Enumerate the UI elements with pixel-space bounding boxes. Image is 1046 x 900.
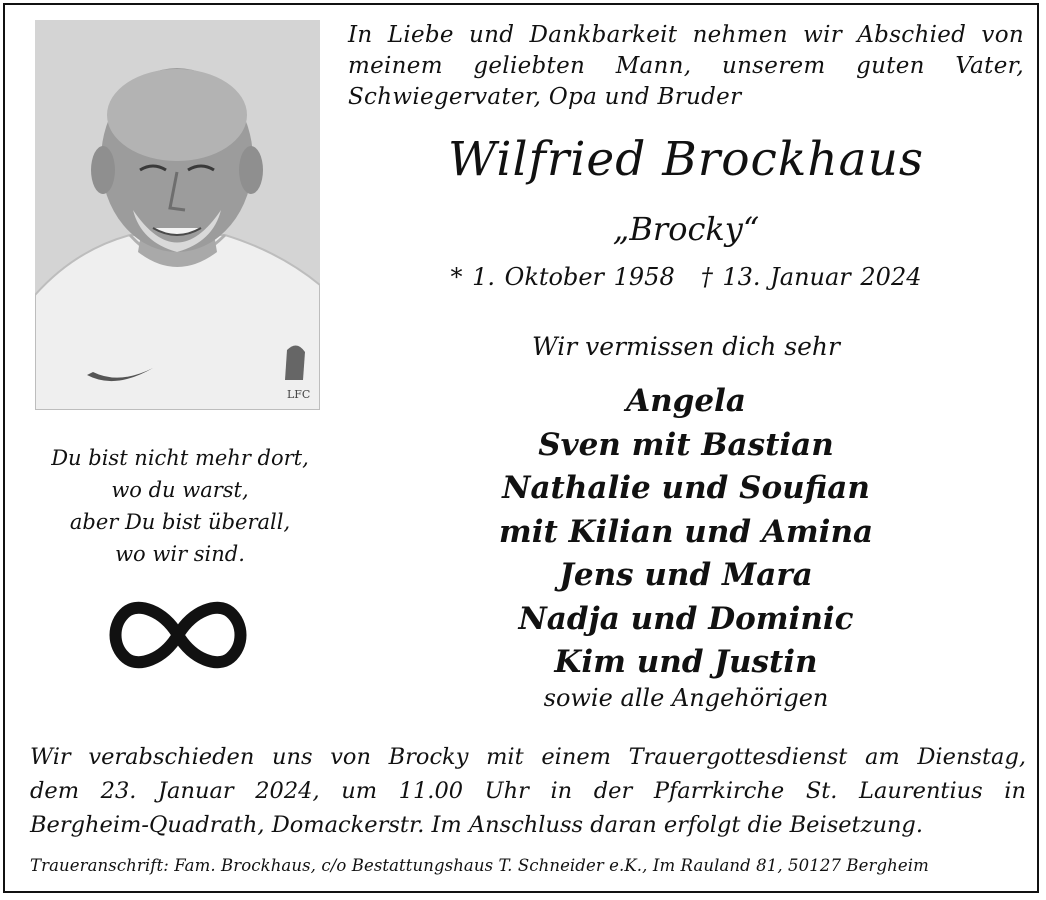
intro-line: meinem geliebten Mann, unserem guten Vater, [348, 53, 1024, 79]
service-line: dem 23. Januar 2024, um 11.00 Uhr in der Pfarrkirche St. Laurentius in [30, 778, 1026, 804]
other-relatives: sowie alle Angehörigen [543, 684, 829, 712]
birth-date: * 1. Oktober 1958 [450, 263, 675, 291]
service-line: Bergheim-Quadrath, Domackerstr. Im Anschluss daran erfolgt die Beisetzung. [30, 812, 923, 838]
family-member: Jens und Mara [559, 557, 813, 593]
portrait-illustration [35, 20, 320, 410]
intro-line: Schwiegervater, Opa und Bruder [348, 84, 742, 110]
family-member: Kim und Justin [554, 644, 818, 680]
poem-line: wo du warst, [111, 478, 249, 502]
family-member: Sven mit Bastian [538, 426, 834, 463]
service-line: Wir verabschieden uns von Brocky mit einem Trauergottesdienst am Dienstag, [30, 744, 1026, 770]
poem-line: Du bist nicht mehr dort, [51, 446, 309, 470]
photo-badge-text: LFC [287, 388, 311, 401]
family-member: Nadja und Dominic [518, 600, 854, 637]
nickname: „Brocky“ [612, 210, 760, 248]
life-dates [348, 263, 1024, 291]
deceased-name: Wilfried Brockhaus [447, 132, 925, 187]
intro-text [348, 20, 1024, 113]
infinity-icon [108, 598, 248, 672]
miss-line: Wir vermissen dich sehr [532, 332, 840, 361]
mourning-address: Traueranschrift: Fam. Brockhaus, c/o Bestattungshaus T. Schneider e.K., Im Rauland 81, 50127 Bergheim [30, 856, 929, 875]
death-date: † 13. Januar 2024 [700, 263, 922, 291]
family-member: Angela [626, 383, 746, 419]
family-list [348, 380, 1024, 685]
poem [20, 442, 340, 570]
poem-line: aber Du bist überall, [69, 510, 291, 534]
intro-line: In Liebe und Dankbarkeit nehmen wir Abschied von [348, 22, 1024, 48]
family-member: Nathalie und Soufian [502, 470, 870, 506]
portrait-photo [35, 20, 320, 410]
poem-line: wo wir sind. [115, 542, 245, 566]
family-member: mit Kilian und Amina [498, 513, 874, 550]
service-info [30, 740, 1026, 842]
